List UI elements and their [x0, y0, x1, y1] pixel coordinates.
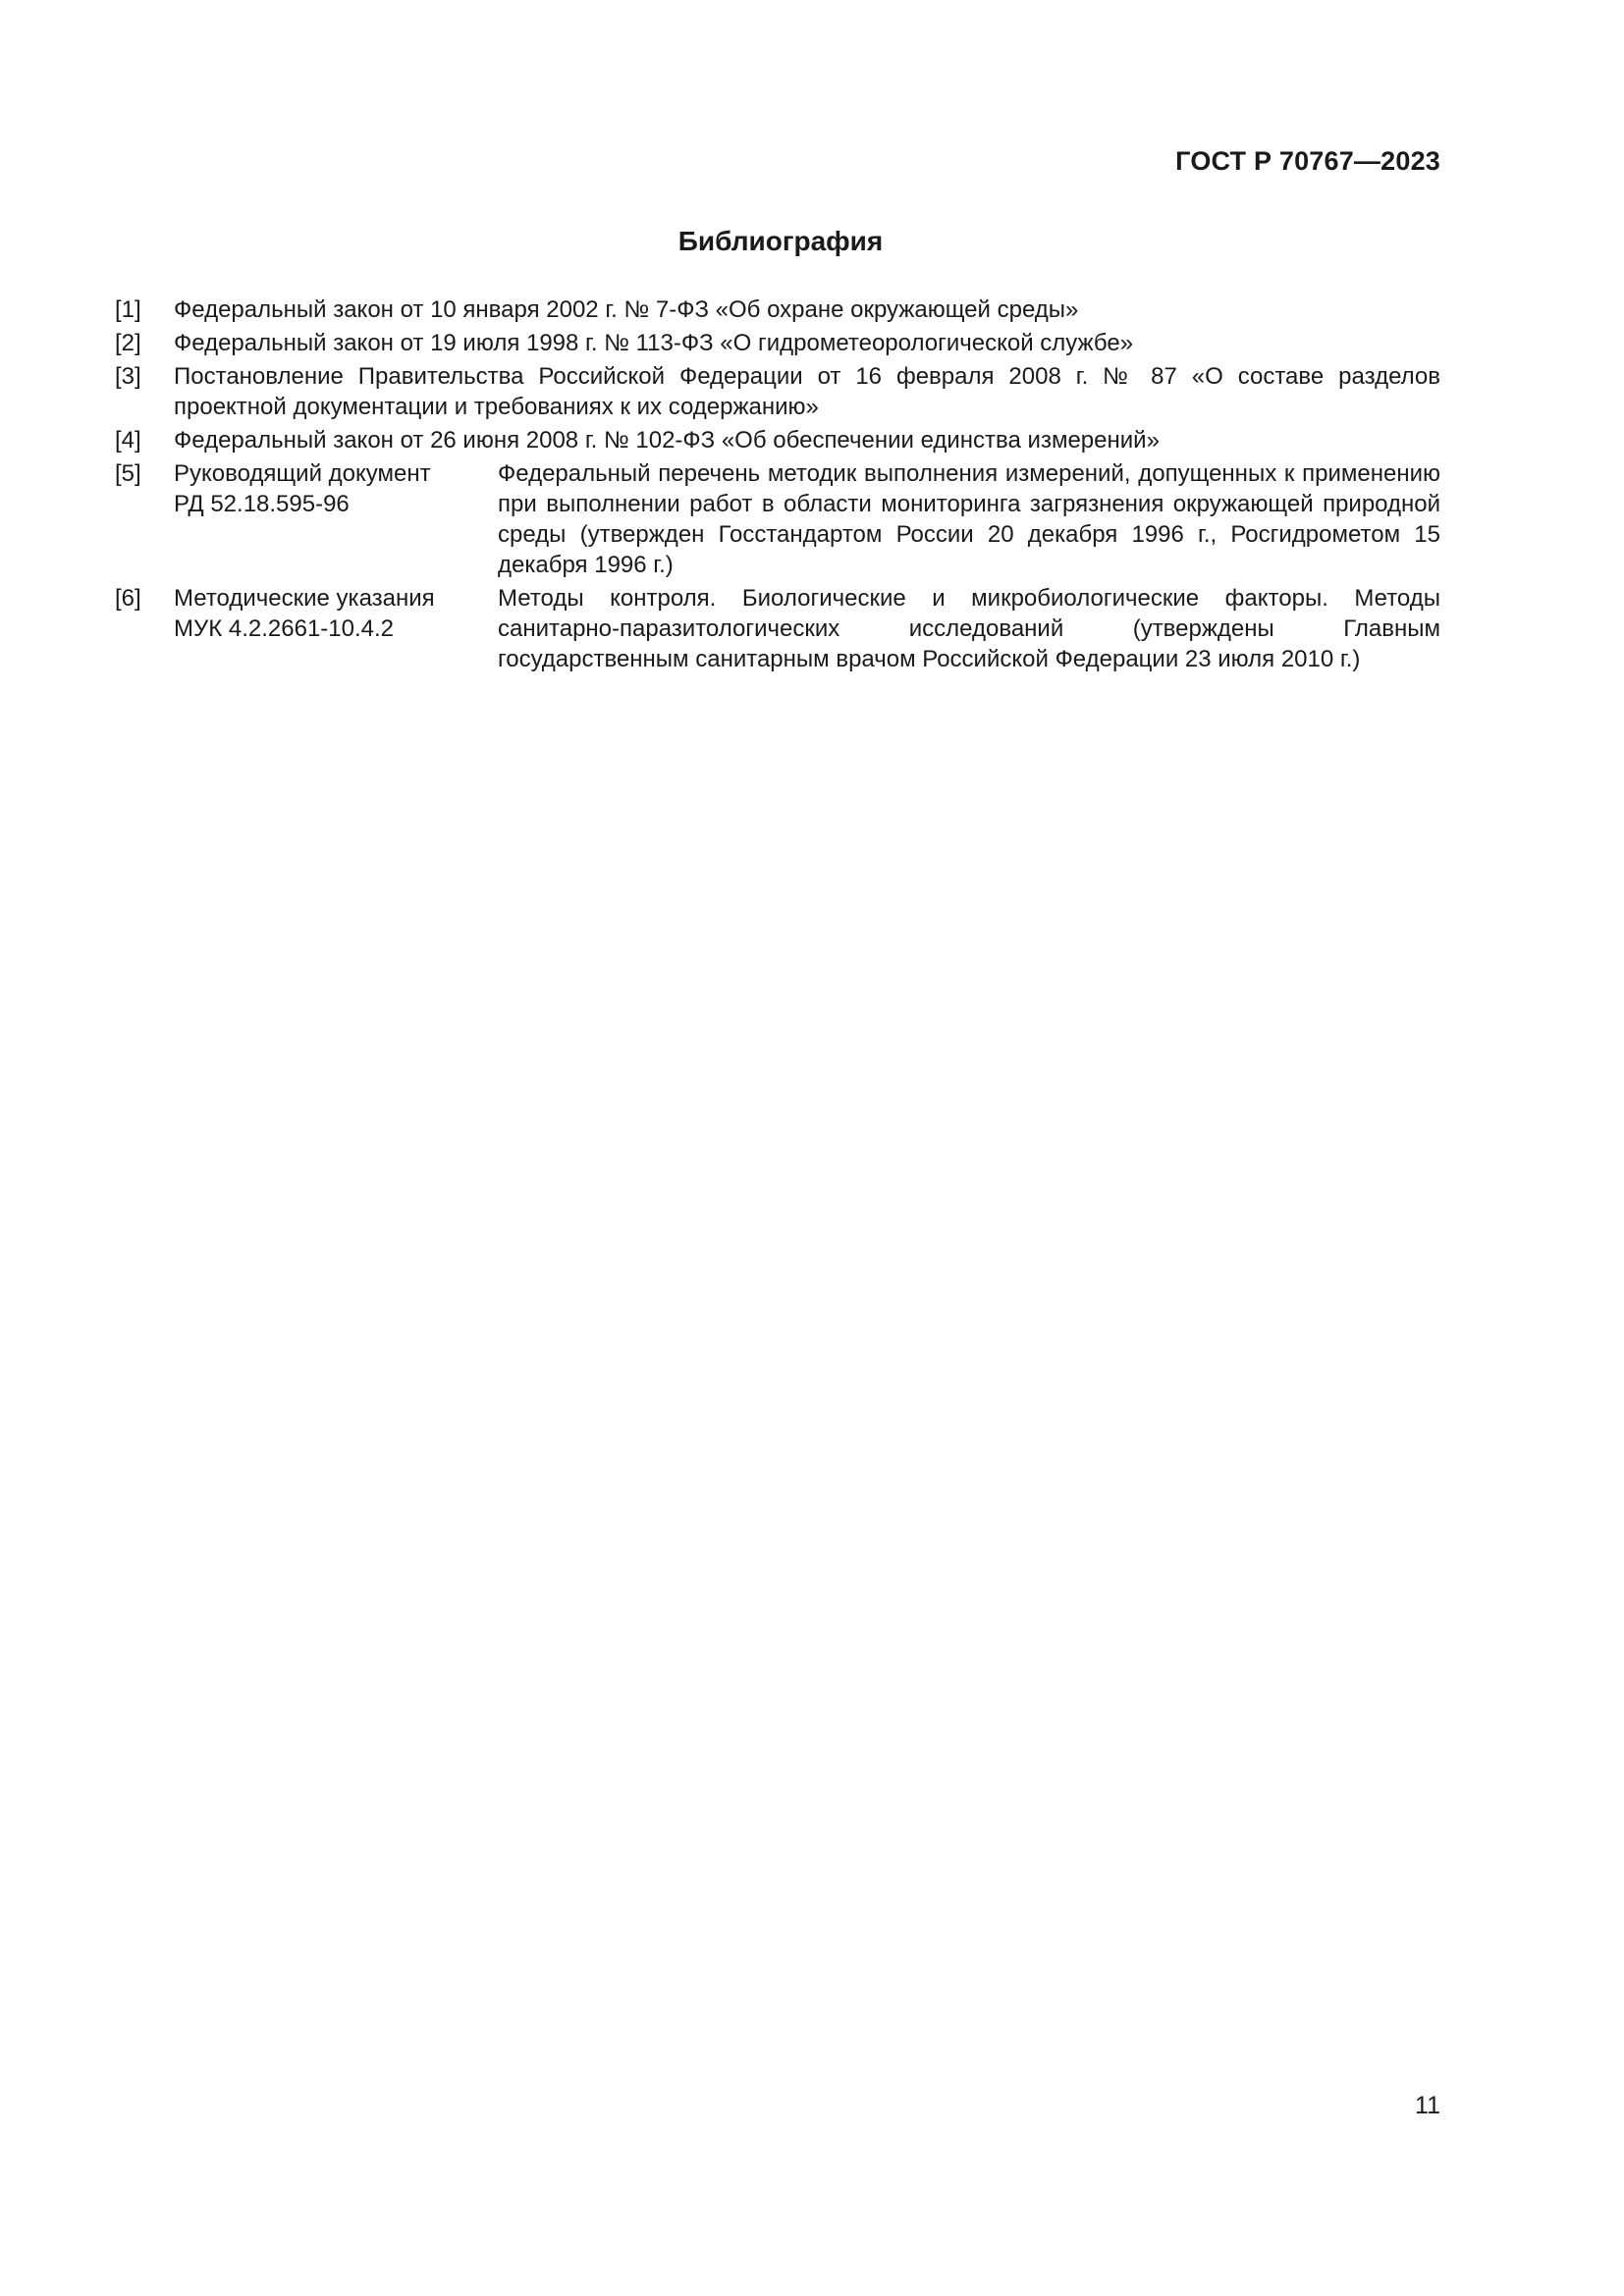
entry-number: [5] — [115, 460, 141, 487]
entry-type-code: РД 52.18.595-96 — [174, 491, 350, 517]
entry-text: Постановление Правительства Российской Федерации от 16 февраля 2008 г. № 87 «О составе разделов проектной документации и требованиях к их содержанию» — [174, 363, 1440, 420]
entry-text: Федеральный закон от 19 июля 1998 г. № 113-ФЗ «О гидрометеорологической службе» — [174, 330, 1134, 356]
entry-document-type — [174, 458, 498, 580]
entry-type-label: Руководящий документ — [174, 460, 431, 487]
entry-text: Федеральный закон от 10 января 2002 г. № 7-ФЗ «Об охране окружающей среды» — [174, 296, 1079, 323]
entry-number: [2] — [115, 330, 141, 356]
entry-description: Методы контроля. Биологические и микробиологические факторы. Методы санитарно-паразитологических исследований (утверждены Главным государственным санитарным врачом Российской Федерации 23 июля 2010 г.) — [498, 585, 1440, 672]
bibliography-entry — [115, 328, 1440, 358]
bibliography-entry — [115, 361, 1440, 422]
entry-number: [6] — [115, 585, 141, 612]
entry-number: [1] — [115, 296, 141, 323]
entry-body — [174, 458, 1440, 580]
entry-type-code: МУК 4.2.2661-10.4.2 — [174, 615, 395, 642]
bibliography-title: Библиография — [677, 226, 884, 256]
entry-number: [4] — [115, 427, 141, 454]
page-number: 11 — [1415, 2092, 1440, 2119]
bibliography-entry — [115, 458, 1440, 580]
bibliography-entry — [115, 425, 1440, 455]
entry-text: Федеральный закон от 26 июня 2008 г. № 102-ФЗ «Об обеспечении единства измерений» — [174, 427, 1160, 454]
entry-number: [3] — [115, 363, 141, 390]
document-code: ГОСТ Р 70767—2023 — [1175, 146, 1440, 176]
bibliography-list — [115, 294, 1440, 677]
bibliography-entry — [115, 583, 1440, 674]
entry-body — [174, 583, 1440, 674]
entry-type-label: Методические указания — [174, 585, 435, 612]
entry-description: Федеральный перечень методик выполнения измерений, допущенных к применению при выполнении работ в области мониторинга загрязнения окружающей природной среды (утвержден Госстандартом России 20 декабря 1996 г., Росгидрометом 15 декабря 1996 г.) — [498, 460, 1440, 578]
bibliography-entry — [115, 294, 1440, 325]
entry-document-type — [174, 583, 498, 674]
